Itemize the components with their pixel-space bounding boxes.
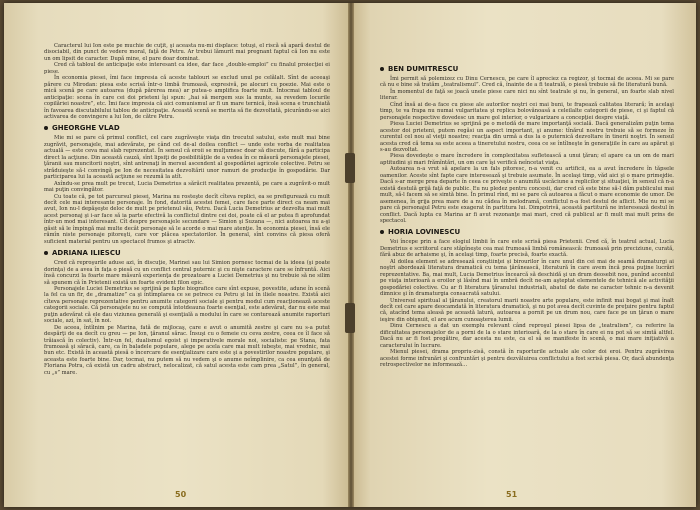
book-spread bbox=[4, 3, 696, 507]
paragraph: De aceea, întîlnim pe Marina, fată de mijlocaş, care e avut o anumită zestre şi care nu s-a putut despărţi de ea decît cu greu — pe Ion, ţăranul sărac. Însuşi cu o femeie cu ceva zestre, ceea ce îl face să trăiască în colectiv). Într-un fel, dualismul egoist şi imperativele morale noi, socialiste: pe Stana, fata frumoasă şi săracă, care, ca în baladele populare, alege pe acela care mai mult iubeşte, mai vrednic, mai bun etc. Există în această piesă o încercare de esenţializare care este şi a povestirilor noastre populare, şi aceasta este foarte bine. Dar, tocmai, nu putem să nu vedem şi o anume neîmplinire, ca cea enunţată de Floriana Potra, că există un cadru abstract, nelocalizat, că satul acesta este cam prea „Satul”, în general, cu „s” mare. bbox=[44, 324, 330, 376]
paragraph: Îmi permit să polemizez cu Dinu Cernescu, pe care îl apreciez ca regizor, şi tocmai de aceea. Mi se pare că nu e bine să tratăm „teatralismul”. Cred că, înainte de a fi teatrală, o piesă trebuie să fie literatură bună. bbox=[380, 76, 674, 89]
paragraph: Cînd însă ai de-a face cu piese ale autorilor noştri cei mai buni, te frapează calitatea literară; în acelaşi timp, te va frapa nu numai vulgaritatea şi replica bolovănoasă a celeilalte categorii de piese, ci şi faptul că personajele respective dovedesc un mare gol interior, o vulgarizare a concepţiei despre viaţă. bbox=[380, 101, 674, 121]
section-author: HORIA LOVINESCU bbox=[388, 228, 461, 237]
bullet-icon bbox=[44, 126, 48, 130]
paragraph: Piesa Luciei Demetrius se sprijină pe o metodă de mare importanţă socială. Dacă generalizăm puţin tema acestor doi prieteni, putem regăsi un aspect important, şi anume: tînărul nostru trebuie să se formeze în curentul cel nou al vieţii noastre; reacţia din urmă a dus la o puternică dezvoltare în tinerii noştri. În sensul acesta cred că tema sa este aceea a tineretului nostru, ceea ce se întîlneşte în generaţiile în care au apărut şi s-au dezvoltat. bbox=[380, 121, 674, 153]
bullet-icon bbox=[380, 230, 384, 234]
paragraph: În momentul de faţă se joacă unele piese care nici nu sînt teatrale şi nu, în general, un foarte slab nivel literar. bbox=[380, 88, 674, 102]
section-author: BEN DUMITRESCU bbox=[388, 65, 459, 73]
paragraph: Personajele Luciei Demetrius se sprijină pe fapte biografice care sînt expuse, povestite, adune în scenă la fel ca un fir, de „dramatize” ca şi întîmplarea ce se petrece cu Petru şi lui în iliele noastre. Există aici cîteva personaje reprezentative pentru anumite categorii sociale şi pentru modul cum reacţionează aceste categorii sociale. Că personajele nu se compută întotdeauna foarte esenţial, este adevărat, dar nu este mai puţin adevărat că ele dau viziunea generală şi esenţială a modului în care se conturează anumite raporturi sociale, azi, în sat, în noi. bbox=[44, 285, 330, 325]
page-number-left: 50 bbox=[175, 490, 187, 499]
left-page bbox=[4, 3, 350, 507]
section-author: GHEORGHE VLAD bbox=[52, 124, 120, 133]
bullet-icon bbox=[44, 251, 48, 255]
right-sections bbox=[380, 65, 674, 368]
section-heading bbox=[380, 228, 674, 236]
paragraph: Axîndu-se prea mult pe trecut, Lucia Demetrius a sărăcit realitatea prezentă, pe care a zugrăvit-o mult mai puţin convingător. bbox=[44, 180, 330, 194]
paragraph: Caracterul lui Ion este pe muchie de cuţit, şi aceasta nu-mi displace: totuşi, el riscă să apară destul de disociabil, din punct de vedere moral, faţă de Petru. Ar trebui lămurit mai pregnant faptul că Ion nu este un om lipsit de caracter. După mine, el pare doar dominat. bbox=[44, 43, 330, 62]
left-sections bbox=[44, 124, 330, 376]
section-heading bbox=[380, 65, 674, 73]
section-author: ADRIANA ILIESCU bbox=[52, 249, 121, 258]
book-gutter bbox=[348, 3, 354, 507]
paragraph: Cu toate că, pe tot parcursul piesei, Marina nu rosteşte decît cîteva replici, ea se prefigurează cu mult decît cele mai interesante personaje. În fond, datorită acestei femei, care face parte direct ca neam mai avut, Ion nu-l depăşeşte deloc de mult pe prietenul său, Petru. Dacă Lucia Demetrius ar dezvolta mai mult acest personaj şi i-ar face să ia parte efectivă la conflictul dintre cei doi, poate că el ar putea fi aprofundat într-un mod mai interesant. Cît despre personajele secundare — Simion şi Suzana —, nici autoarea nu a-şi găsit să le împingă mai multe decât personaje să le acorde o mai mare atenţie. În economia piesei, însă ele rămîn niste personaje pitoreşti, care vor plăcea spectatorilor. În general, sînt convins că piesa oferă suficient material pentru un spectacol frumos şi atractiv. bbox=[44, 193, 330, 245]
paragraph: Mie mi se pare că primul conflict, cel care zugrăveşte viaţa din trecutul satului, este mult mai bine zugrăvit, personajele, mai adevărate, pe când cel de-al doilea conflict — unde este vorba de realitatea actuală — este ceva mai slab reprezentat. În sensul că eroii se mulţumesc doar să discute, fără a participa direct la acţiune. Din această cauză, sînt lipsiţi de posibilităţile de a vedea în ce măsură personajele piesei, ţăranii sau muncitorii noştri, sînt antrenaţi în mersul ascendent al gospodăriei agricole colective. Petru se străduieşte să-l convingă pe Ion de necesitatea dezvoltării unor ramuri de producţie în gospodărie. Dar participarea lui la această acţiune se rezumă la atît. bbox=[44, 135, 330, 181]
bullet-icon bbox=[380, 67, 384, 71]
section-heading bbox=[44, 124, 330, 132]
paragraph: Piesa dovedeşte o mare încredere în complexitatea sufletească a unui ţăran; el apare ca un om de mari aptitudini şi mari frămîntări, un om care îşi verifică neîncetat viaţa. bbox=[380, 153, 674, 166]
paragraph: Cred că reproşurile aduse azi, în discuţie, Marinei sau lui Simion pornesc tocmai de la ideea (şi poate dorinţa) de a avea în faţa o piesă cu un conflict central puternic şi cu nişte caractere care se înfruntă. Aici însă concurzi la foarte mare măsură experienţa de prozatoare a Luciei Demetrius şi nu trebuie să ne silim să spunem că în Prietenii există un foarte evident filon epic. bbox=[44, 260, 330, 286]
paragraph: Cred că tabloul de anticipaţie este interesant ca idee, dar face „double-emploi” cu finalul proiecţiei ei piese. bbox=[44, 62, 330, 75]
right-page bbox=[350, 3, 696, 507]
binding-stitch bbox=[345, 153, 355, 183]
paragraph: Mienul piesei, drama propriu-zisă, constă în raporturile actuale ale celor doi eroi. Pentru zugrăvirea acestei forme infrunări şi confruntări şi pentru dezvăluirea conflictului a fost scrisă piesa. Or, dacă abundenţa retrospectivelor ne informează... bbox=[380, 349, 674, 369]
paragraph: În economia piesei, îmi face impresia că aceste tablouri se exclud unul pe celălalt. Sînt de aceeaşi părere cu Mirodan: piesa este scrisă într-o limbă frumoasă, expresivă, pe alocuri cu poezie. Mai este o mică scenă pe care autoarea (după părerea mea) ar putea-o amplifica foarte mult. Întocmai tabloul de anticipaţie: scena în care cei doi prieteni îşi spun: „hai să mergem sus la munte, sa revedem locurile copilăriei noastre”, etc. Îmi face impresia că aici comunismul ar fi un mare ternică, însă scena e trunchiată în favoarea discutabilului tablou de anticipaţie. Această scenă se merita să fie dezvoltată, picurându-se aici activarea de convingere a lui Ion, de către Petru. bbox=[44, 75, 330, 120]
page-number-right: 51 bbox=[506, 490, 518, 499]
binding-stitch bbox=[345, 303, 355, 333]
section-heading bbox=[44, 249, 330, 257]
paragraph: Universul spiritual al ţăranului, creatorul marii noastre arte populare, este infinit mai bogat şi mai înalt decît cel care apare deocamdată în literatura dramatică, şi nu pot avea decît cuvinte de preţuire pentru faptul că, atacînd tema aleasă pe această latură, autoarea a pornit pe un drum nou, care face pe un ţăran o mare ieşire din obişnuit, el are acum cunoaşterea lumii. bbox=[380, 297, 674, 323]
paragraph: Al doilea element se adresează conştiinţei și birourilor în care unul din cei mai de seamă dramaturgi ai noştri abordează literatura dramatică cu tema ţărănească, literatură în care avem încă prea puţine lucrări reprezentative. Ba, mai mult, Lucia Demetrius încearcă să deschidă şi un drum deosebit nou, punînd accentul pe viaţa interioară a eroilor şi lăsînd mai în umbră decît ne-am aşteptat elementele de tehnică ale activităţii gospodăriei colective. Cu ar fi literatura ţăranului industriali, abatul de date ne caracter tehnic n-a devenit dimnice şi în dramaturgia consacrată satului. bbox=[380, 258, 674, 298]
left-intro bbox=[44, 43, 330, 120]
paragraph: Dinu Cernescu a dat un exemplu relevant când reproşul piesei lipsa de „teatralism”, ca referire la dificultatea personajelor de a porni de la o stare interioară, de la o stare în care ei nu pot să se simtă altfel. Dacă nu ar fi fost pregătire, dar acesta nu este, ca el să se manifeste în scenă, o mai mare iniţiativă a caracterului în lucrare. bbox=[380, 323, 674, 349]
paragraph: Autoarea n-a vrut să apelare la un fals pitoresc, n-a venit cu artificii, ea a avut încredere în tăpsele oamenilor. Aceste sînt fapte care interesează şi trebuie asumate. În acelaşi timp, văd aici şi o mare primejdie. Dacă s-ar merge prea departe în ceea ce priveşte o anumită uscăciune a replicilor şi situaţiei, în sensul că n-a există destulă grijă faţă de public. Eu nu pledez pentru concesii, dar cred că este bine să-l dăm publicului mai mult, să-l facem să se simtă bine. În primul rînd, mi se pare că autoarea a făcut o mare economie de umor. De asemenea, în grija prea mare de a nu cădea în melodramă, conflictul n-a fost destul de aflicit. Mie nu mi se pare că personajul Petru este exagerat în partitura lui. Dimpotrivă, această partitură ne interesează destul în conflict. Dacă lupta cu Marina ar fi avut rezonanţe mai mari, cred că publicul ar fi mult mai mult prins de spectacol. bbox=[380, 166, 674, 224]
paragraph: Voi începe prin a face elogiul limbii în care este scrisă piesa Prietenii. Cred că, în teatrul actual, Lucia Demetrius e scriitorul care stăpîneşte cea mai frumoasă limbă românească: frumoasă prin preciziune, curată, fără abuz de arhaisme şi, în acelaşi timp, foarte precisă, foarte exactă. bbox=[380, 239, 674, 259]
